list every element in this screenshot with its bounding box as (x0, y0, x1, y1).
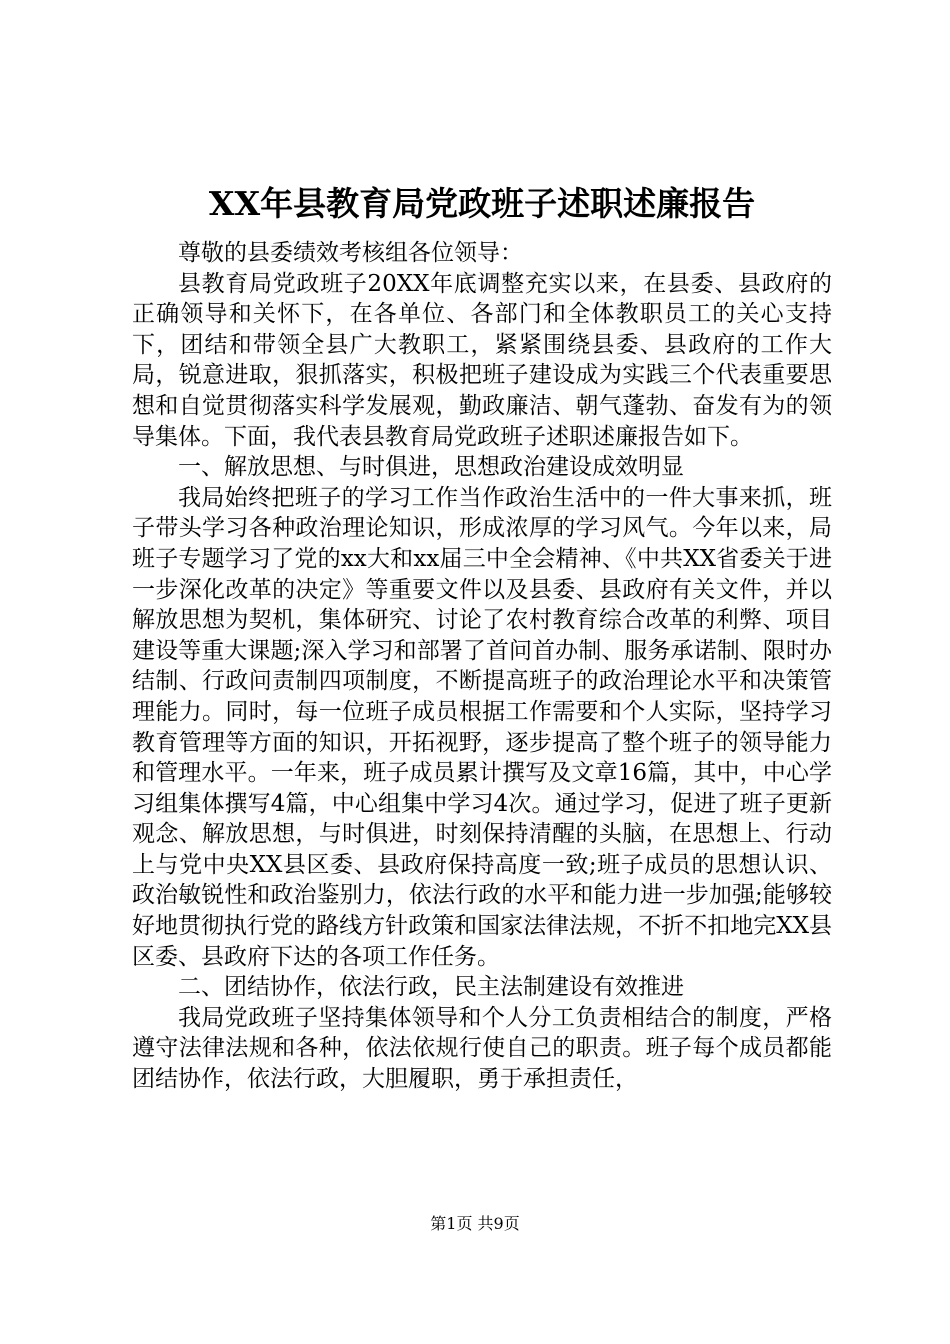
document-page (132, 180, 832, 1095)
document-title: XX年县教育局党政班子述职述廉报告 (208, 184, 756, 223)
section-heading: 二、团结协作，依法行政，民主法制建设有效推进 (178, 974, 684, 1001)
salutation: 尊敬的县委绩效考核组各位领导： (178, 240, 523, 266)
body-paragraph: 县教育局党政班子20XX年底调整充实以来，在县委、县政府的正确领导和关怀下，在各单位、各部门和全体教职员工的关心支持下，团结和带领全县广大教职工，紧紧围绕县委、县政府的工作大局，锐意进取，狠抓落实，积极把班子建设成为实践三个代表重要思想和自觉贯彻落实科学发展观，勤政廉洁、朝气蓬勃、奋发有为的领导集体。下面，我代表县教育局党政班子述职述廉报告如下。 (132, 270, 832, 450)
page-indicator: 第1页 共9页 (430, 1214, 520, 1233)
page-footer (0, 1214, 950, 1234)
section-heading: 一、解放思想、与时俱进，思想政治建设成效明显 (178, 454, 684, 481)
body-paragraph: 我局始终把班子的学习工作当作政治生活中的一件大事来抓，班子带头学习各种政治理论知识，形成浓厚的学习风气。今年以来，局班子专题学习了党的xx大和xx届三中全会精神、《中共XX省委关于进一步深化改革的决定》等重要文件以及县委、县政府有关文件，并以解放思想为契机，集体研究、讨论了农村教育综合改革的利弊、项目建设等重大课题;深入学习和部署了首问首办制、服务承诺制、限时办结制、行政问责制四项制度，不断提高班子的政治理论水平和决策管理能力。同时，每一位班子成员根据工作需要和个人实际，坚持学习教育管理等方面的知识，开拓视野，逐步提高了整个班子的领导能力和管理水平。一年来，班子成员累计撰写及文章16篇，其中，中心学习组集体撰写4篇，中心组集中学习4次。通过学习，促进了班子更新观念、解放思想，与时俱进，时刻保持清醒的头脑，在思想上、行动上与党中央XX县区委、县政府保持高度一致;班子成员的思想认识、政治敏锐性和政治鉴别力，依法行政的水平和能力进一步加强;能够较好地贯彻执行党的路线方针政策和国家法律法规，不折不扣地完XX县区委、县政府下达的各项工作任务。 (132, 484, 832, 970)
body-paragraph: 我局党政班子坚持集体领导和个人分工负责相结合的制度，严格遵守法律法规和各种，依法依规行使自己的职责。班子每个成员都能团结协作，依法行政，大胆履职，勇于承担责任， (132, 1004, 832, 1093)
document-body (132, 238, 832, 1095)
